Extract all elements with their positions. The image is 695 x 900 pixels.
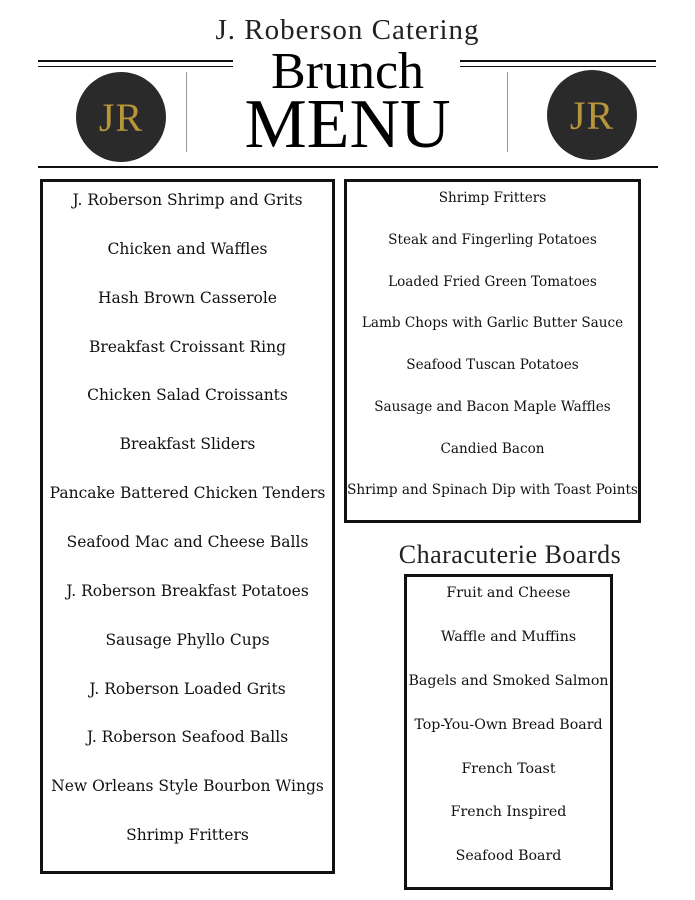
logo-left	[76, 72, 166, 162]
menu-item: Sausage and Bacon Maple Waffles	[374, 399, 611, 415]
left-menu-box	[40, 179, 335, 874]
menu-item: Hash Brown Casserole	[98, 289, 277, 307]
menu-item: Sausage Phyllo Cups	[105, 631, 270, 649]
right-menu-box	[344, 179, 641, 523]
board-item: French Inspired	[450, 804, 567, 820]
menu-item: Breakfast Croissant Ring	[88, 338, 287, 356]
board-item: Waffle and Muffins	[440, 629, 577, 645]
menu-item: Lamb Chops with Garlic Butter Sauce	[361, 315, 624, 331]
boards-box	[404, 574, 613, 890]
menu-item: J. Roberson Shrimp and Grits	[72, 191, 303, 209]
board-item: Bagels and Smoked Salmon	[408, 673, 609, 689]
logo-right	[547, 70, 637, 160]
logo-left-text: JR	[98, 94, 144, 140]
company-name: J. Roberson Catering	[215, 14, 480, 46]
menu-item: Candied Bacon	[440, 441, 545, 457]
menu-item: Breakfast Sliders	[119, 435, 256, 453]
menu-item: J. Roberson Seafood Balls	[86, 728, 289, 746]
menu-item: Seafood Mac and Cheese Balls	[66, 533, 309, 551]
menu-title: MENU	[244, 86, 451, 163]
menu-item: Chicken Salad Croissants	[87, 386, 288, 404]
board-item: Top-You-Own Bread Board	[414, 717, 603, 733]
menu-item: New Orleans Style Bourbon Wings	[51, 777, 324, 795]
header-bottom-rule	[38, 166, 658, 168]
menu-item: Seafood Tuscan Potatoes	[406, 357, 579, 373]
brunch-title: Brunch	[270, 43, 425, 100]
menu-item: Steak and Fingerling Potatoes	[388, 232, 597, 248]
menu-item: Loaded Fried Green Tomatoes	[388, 274, 597, 290]
menu-item: Shrimp Fritters	[438, 190, 547, 206]
menu-item: Shrimp and Spinach Dip with Toast Points	[347, 482, 638, 498]
boards-heading: Characuterie Boards	[398, 540, 622, 569]
divider-right	[507, 72, 508, 152]
board-item: French Toast	[461, 761, 556, 777]
divider-left	[186, 72, 187, 152]
menu-item: Pancake Battered Chicken Tenders	[49, 484, 326, 502]
menu-item: Shrimp Fritters	[126, 826, 249, 844]
board-item: Fruit and Cheese	[446, 585, 571, 601]
menu-item: J. Roberson Breakfast Potatoes	[66, 582, 309, 600]
menu-item: Chicken and Waffles	[107, 240, 268, 258]
board-item: Seafood Board	[455, 848, 562, 864]
logo-right-text: JR	[569, 92, 615, 138]
menu-item: J. Roberson Loaded Grits	[89, 680, 286, 698]
